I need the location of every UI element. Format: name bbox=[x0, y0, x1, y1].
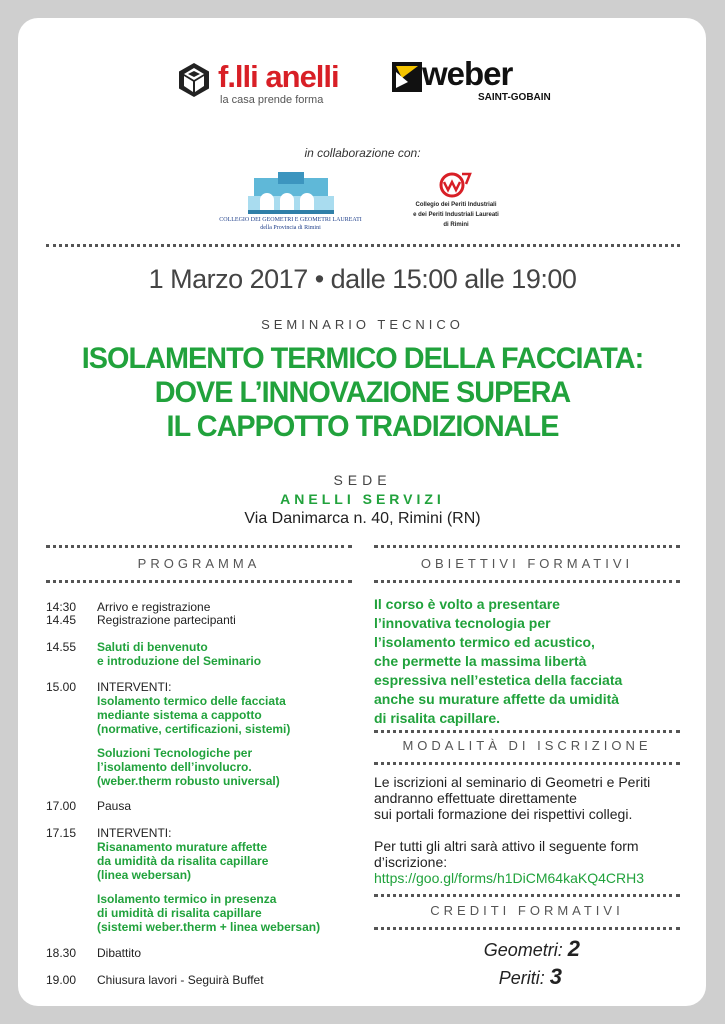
crediti-geometri: Geometri: 2 bbox=[483, 936, 580, 961]
divider bbox=[374, 927, 680, 930]
modalita-heading: MODALITÀ DI ISCRIZIONE bbox=[402, 738, 652, 753]
collaboration-label: in collaborazione con: bbox=[304, 146, 421, 160]
crediti-heading: CREDITI FORMATIVI bbox=[430, 903, 624, 918]
anelli-tagline: la casa prende forma bbox=[220, 94, 324, 106]
obiettivi-text: Il corso è volto a presentare l’innovativa tecnologia per l’isolamento termico ed acustico, che permette la massima libertà espressiva nell’estetica della facciata anche su murature affette da umidità di risalita capillare. bbox=[374, 596, 623, 726]
divider bbox=[374, 762, 680, 765]
weber-sub: SAINT-GOBAIN bbox=[478, 92, 551, 103]
periti-name: Collegio dei Periti Industriali e dei Periti Industriali Laureati di Rimini bbox=[413, 202, 499, 228]
anelli-logo bbox=[176, 60, 366, 108]
periti-logo bbox=[396, 170, 516, 236]
sede-address: Via Danimarca n. 40, Rimini (RN) bbox=[244, 510, 481, 527]
event-type: SEMINARIO TECNICO bbox=[261, 317, 464, 332]
obiettivi-heading: OBIETTIVI FORMATIVI bbox=[420, 556, 634, 571]
divider bbox=[46, 580, 352, 583]
registration-link[interactable]: https://goo.gl/forms/h1DiCM64kaKQ4CRH3 bbox=[374, 870, 644, 886]
modalita-text: Le iscrizioni al seminario di Geometri e Periti andranno effettuate direttamente sui portali formazione dei rispettivi collegi. Per tutti gli altri sarà attivo il seguente form d’iscrizione: https://goo.gl/forms/h1DiCM64kaKQ4CRH3 bbox=[374, 774, 684, 902]
weber-mark-icon bbox=[392, 60, 422, 94]
anelli-name: f.lli anelli bbox=[218, 59, 339, 94]
geometri-crest-icon bbox=[218, 172, 363, 216]
weber-name: weber bbox=[422, 55, 513, 92]
divider bbox=[374, 730, 680, 733]
weber-logo bbox=[392, 55, 552, 110]
event-title: ISOLAMENTO TERMICO DELLA FACCIATA: DOVE L’INNOVAZIONE SUPERA IL CAPPOTTO TRADIZIONALE bbox=[81, 342, 644, 443]
divider bbox=[374, 580, 680, 583]
anelli-hexagon-icon bbox=[176, 62, 212, 98]
event-date: 1 Marzo 2017 • dalle 15:00 alle 19:00 bbox=[148, 264, 577, 294]
geometri-logo bbox=[218, 172, 363, 236]
sede-name: ANELLI SERVIZI bbox=[280, 491, 445, 507]
sede-label: SEDE bbox=[333, 472, 392, 488]
geometri-name: COLLEGIO DEI GEOMETRI E GEOMETRI LAUREATI della Provincia di Rimini bbox=[219, 217, 362, 231]
divider bbox=[374, 545, 680, 548]
divider bbox=[46, 545, 352, 548]
periti-emblem-icon bbox=[434, 170, 474, 200]
divider bbox=[374, 894, 680, 897]
programma-heading: PROGRAMMA bbox=[137, 556, 261, 571]
crediti-periti: Periti: 3 bbox=[498, 964, 562, 989]
divider bbox=[46, 244, 680, 247]
